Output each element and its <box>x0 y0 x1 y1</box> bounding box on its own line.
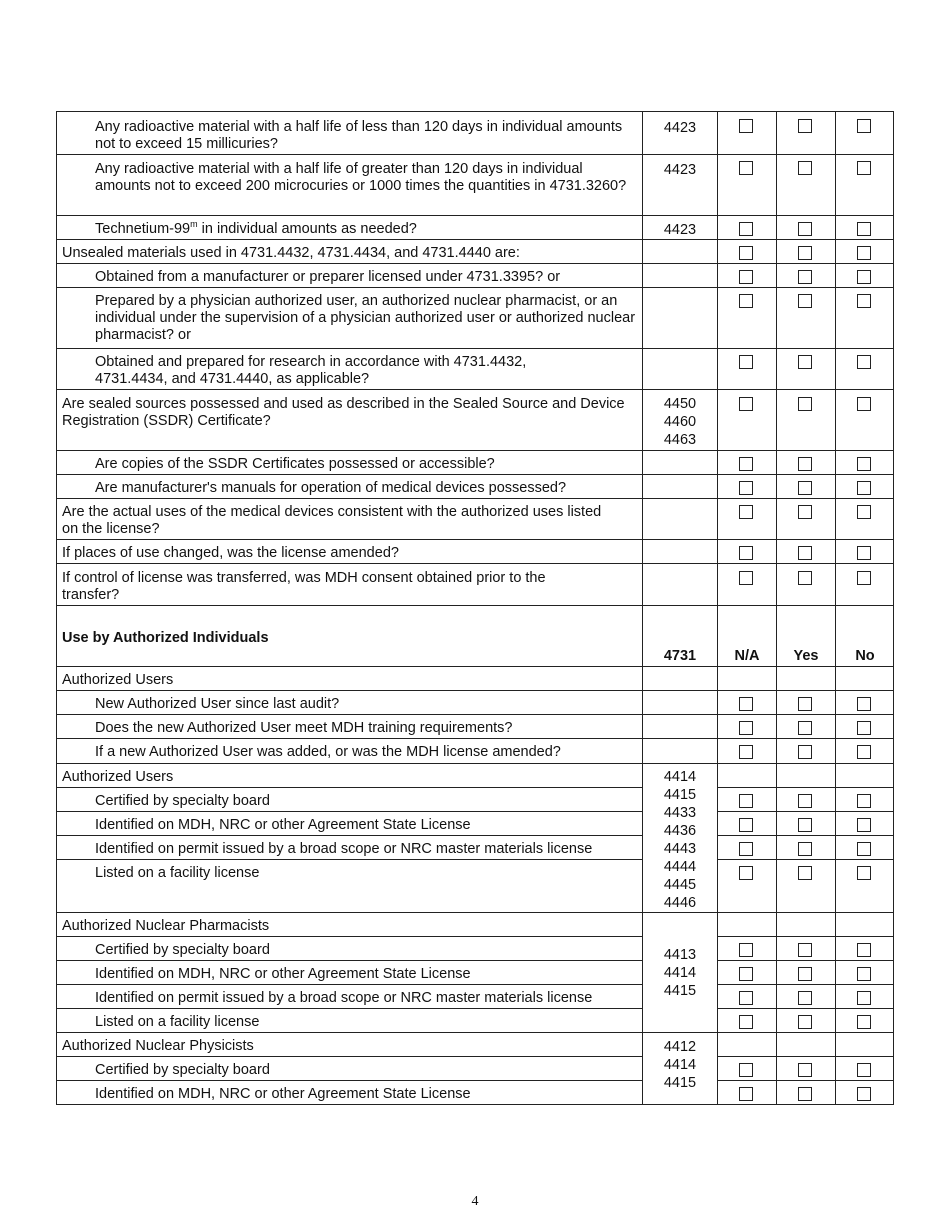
checkbox-yes[interactable] <box>798 943 812 957</box>
technetium-label: Technetium-99 <box>95 221 191 237</box>
question-text: Certified by specialty board <box>95 793 270 809</box>
question-text: Identified on permit issued by a broad scope or NRC master materials license <box>95 990 593 1006</box>
section-heading: Use by Authorized Individuals <box>62 630 269 646</box>
row-rule <box>57 474 893 475</box>
checkbox-yes[interactable] <box>798 457 812 471</box>
group-label: Authorized Nuclear Physicists <box>62 1038 254 1054</box>
column-header-no: No <box>855 648 875 664</box>
checkbox-na[interactable] <box>739 119 753 133</box>
checkbox-no[interactable] <box>857 943 871 957</box>
checkbox-no[interactable] <box>857 505 871 519</box>
group-label: Authorized Nuclear Pharmacists <box>62 918 270 934</box>
page-number: 4 <box>471 1194 479 1209</box>
checkbox-yes[interactable] <box>798 842 812 856</box>
row-rule <box>717 1008 893 1009</box>
row-rule <box>57 936 642 937</box>
checkbox-no[interactable] <box>857 745 871 759</box>
checkbox-yes[interactable] <box>798 294 812 308</box>
row-rule <box>57 1080 642 1081</box>
rule-codes-nuclear-physicists: 4412 4414 4415 <box>663 1039 697 1091</box>
checkbox-yes[interactable] <box>798 270 812 284</box>
checkbox-no[interactable] <box>857 991 871 1005</box>
checkbox-no[interactable] <box>857 697 871 711</box>
question-text: Listed on a facility license <box>95 865 260 881</box>
audit-checklist-table <box>56 111 894 1105</box>
question-text: Prepared by a physician authorized user, an authorized nuclear pharmacist, or an individual under the supervision of a physician authorized user or authorized nuclear pharmacist? or <box>95 293 636 343</box>
row-rule <box>57 666 893 667</box>
question-text: Any radioactive material with a half life of greater than 120 days in individual amounts not to exceed 200 microcuries or 1000 times the quantities in 4731.3260? <box>95 161 627 194</box>
checkbox-na[interactable] <box>739 721 753 735</box>
question-text: Are sealed sources possessed and used as described in the Sealed Source and Device Registration (SSDR) Certificate? <box>62 396 625 429</box>
checkbox-no[interactable] <box>857 270 871 284</box>
checkbox-yes[interactable] <box>798 397 812 411</box>
row-rule <box>57 605 893 606</box>
checkbox-no[interactable] <box>857 355 871 369</box>
checkbox-yes[interactable] <box>798 991 812 1005</box>
question-text: Identified on MDH, NRC or other Agreement State License <box>95 817 471 833</box>
question-text: Identified on MDH, NRC or other Agreement State License <box>95 966 471 982</box>
checkbox-yes[interactable] <box>798 246 812 260</box>
row-rule <box>57 714 893 715</box>
question-text: Certified by specialty board <box>95 942 270 958</box>
checkbox-na[interactable] <box>739 246 753 260</box>
rule-codes-nuclear-pharmacists: 4413 4414 4415 <box>663 947 697 999</box>
question-text: If a new Authorized User was added, or was the MDH license amended? <box>95 744 561 760</box>
checkbox-na[interactable] <box>739 818 753 832</box>
question-text: If control of license was transferred, was MDH consent obtained prior to the transfer? <box>62 570 546 603</box>
row-rule <box>57 960 642 961</box>
question-text: Identified on MDH, NRC or other Agreement State License <box>95 1086 471 1102</box>
col-rule-na <box>717 112 718 1104</box>
question-text <box>95 221 635 238</box>
checkbox-yes[interactable] <box>798 571 812 585</box>
row-rule <box>717 859 893 860</box>
row-rule <box>717 960 893 961</box>
row-rule <box>717 936 893 937</box>
row-rule <box>57 1032 893 1033</box>
checkbox-no[interactable] <box>857 967 871 981</box>
checkbox-na[interactable] <box>739 866 753 880</box>
checkbox-na[interactable] <box>739 355 753 369</box>
row-rule <box>717 1080 893 1081</box>
question-text: Are copies of the SSDR Certificates possessed or accessible? <box>95 456 495 472</box>
rule-code: 4450 4460 4463 <box>663 396 697 448</box>
row-rule <box>57 348 893 349</box>
question-text: Does the new Authorized User meet MDH training requirements? <box>95 720 513 736</box>
checkbox-yes[interactable] <box>798 222 812 236</box>
checkbox-na[interactable] <box>739 571 753 585</box>
question-text: Are manufacturer's manuals for operation of medical devices possessed? <box>95 480 567 496</box>
checkbox-na[interactable] <box>739 505 753 519</box>
checkbox-no[interactable] <box>857 866 871 880</box>
checkbox-no[interactable] <box>857 246 871 260</box>
question-text: Listed on a facility license <box>95 1014 260 1030</box>
row-rule <box>57 389 893 390</box>
row-rule <box>57 984 642 985</box>
column-header-na: N/A <box>734 648 760 664</box>
checkbox-na[interactable] <box>739 222 753 236</box>
checkbox-no[interactable] <box>857 481 871 495</box>
checkbox-yes[interactable] <box>798 1063 812 1077</box>
row-rule <box>717 835 893 836</box>
row-rule <box>57 912 893 913</box>
rule-code: 4423 <box>663 162 697 178</box>
checkbox-na[interactable] <box>739 1015 753 1029</box>
row-rule <box>57 287 893 288</box>
checkbox-no[interactable] <box>857 161 871 175</box>
checkbox-na[interactable] <box>739 397 753 411</box>
checkbox-na[interactable] <box>739 745 753 759</box>
row-rule <box>57 835 642 836</box>
row-rule <box>57 690 893 691</box>
question-text: Certified by specialty board <box>95 1062 270 1078</box>
row-rule <box>57 763 893 764</box>
row-rule <box>57 215 893 216</box>
row-rule <box>57 263 893 264</box>
row-rule <box>57 811 642 812</box>
checkbox-no[interactable] <box>857 1087 871 1101</box>
checkbox-yes[interactable] <box>798 866 812 880</box>
row-rule <box>717 811 893 812</box>
question-text: Are the actual uses of the medical devices consistent with the authorized uses listed on the license? <box>62 504 602 537</box>
checkbox-no[interactable] <box>857 222 871 236</box>
checkbox-yes[interactable] <box>798 745 812 759</box>
row-rule <box>57 563 893 564</box>
question-text: If places of use changed, was the license amended? <box>62 545 399 561</box>
column-header-yes: Yes <box>793 648 819 664</box>
checkbox-no[interactable] <box>857 397 871 411</box>
checkbox-no[interactable] <box>857 842 871 856</box>
group-label: Authorized Users <box>62 672 174 688</box>
checkbox-yes[interactable] <box>798 697 812 711</box>
row-rule <box>57 539 893 540</box>
checkbox-no[interactable] <box>857 546 871 560</box>
row-rule <box>57 1056 642 1057</box>
checkbox-na[interactable] <box>739 967 753 981</box>
rule-code: 4423 <box>663 222 697 238</box>
question-text: New Authorized User since last audit? <box>95 696 340 712</box>
checkbox-no[interactable] <box>857 571 871 585</box>
row-rule <box>57 498 893 499</box>
row-rule <box>57 738 893 739</box>
rule-code: 4423 <box>663 120 697 136</box>
checkbox-na[interactable] <box>739 294 753 308</box>
checkbox-yes[interactable] <box>798 481 812 495</box>
checkbox-yes[interactable] <box>798 161 812 175</box>
checkbox-yes[interactable] <box>798 546 812 560</box>
col-rule-no <box>835 112 836 1104</box>
technetium-label-rest: in individual amounts as needed? <box>197 221 417 237</box>
checkbox-yes[interactable] <box>798 1087 812 1101</box>
checkbox-no[interactable] <box>857 721 871 735</box>
question-text: Obtained from a manufacturer or preparer licensed under 4731.3395? or <box>95 269 561 285</box>
question-text: Identified on permit issued by a broad scope or NRC master materials license <box>95 841 593 857</box>
question-text: Obtained and prepared for research in accordance with 4731.4432, 4731.4434, and 4731.4440, as applicable? <box>95 354 527 387</box>
rule-codes-authorized-users: 4414 4415 4433 4436 4443 4444 4445 4446 <box>663 769 697 911</box>
row-rule <box>57 154 893 155</box>
checkbox-no[interactable] <box>857 818 871 832</box>
row-rule <box>57 239 893 240</box>
checkbox-yes[interactable] <box>798 355 812 369</box>
checkbox-na[interactable] <box>739 1087 753 1101</box>
checkbox-yes[interactable] <box>798 119 812 133</box>
row-rule <box>57 787 642 788</box>
checkbox-yes[interactable] <box>798 794 812 808</box>
row-rule <box>717 984 893 985</box>
row-rule <box>717 787 893 788</box>
group-label: Authorized Users <box>62 769 174 785</box>
checkbox-na[interactable] <box>739 481 753 495</box>
checkbox-na[interactable] <box>739 1063 753 1077</box>
row-rule <box>57 859 642 860</box>
checkbox-na[interactable] <box>739 697 753 711</box>
checkbox-na[interactable] <box>739 270 753 284</box>
checkbox-yes[interactable] <box>798 505 812 519</box>
col-rule-yes <box>776 112 777 1104</box>
metastable-superscript: m <box>190 219 198 230</box>
checkbox-no[interactable] <box>857 457 871 471</box>
checkbox-no[interactable] <box>857 1015 871 1029</box>
checkbox-na[interactable] <box>739 794 753 808</box>
checkbox-na[interactable] <box>739 842 753 856</box>
row-rule <box>717 1056 893 1057</box>
checkbox-no[interactable] <box>857 119 871 133</box>
column-header-code: 4731 <box>663 648 697 664</box>
checkbox-no[interactable] <box>857 794 871 808</box>
question-text: Any radioactive material with a half life of less than 120 days in individual amounts not to exceed 15 millicuries? <box>95 119 623 152</box>
checkbox-yes[interactable] <box>798 818 812 832</box>
checkbox-na[interactable] <box>739 546 753 560</box>
checkbox-na[interactable] <box>739 457 753 471</box>
checkbox-no[interactable] <box>857 1063 871 1077</box>
checkbox-no[interactable] <box>857 294 871 308</box>
checkbox-yes[interactable] <box>798 1015 812 1029</box>
row-rule <box>57 450 893 451</box>
checkbox-na[interactable] <box>739 161 753 175</box>
checkbox-na[interactable] <box>739 943 753 957</box>
question-text: Unsealed materials used in 4731.4432, 4731.4434, and 4731.4440 are: <box>62 245 520 261</box>
row-rule <box>57 1008 642 1009</box>
checkbox-yes[interactable] <box>798 721 812 735</box>
checkbox-yes[interactable] <box>798 967 812 981</box>
checkbox-na[interactable] <box>739 991 753 1005</box>
